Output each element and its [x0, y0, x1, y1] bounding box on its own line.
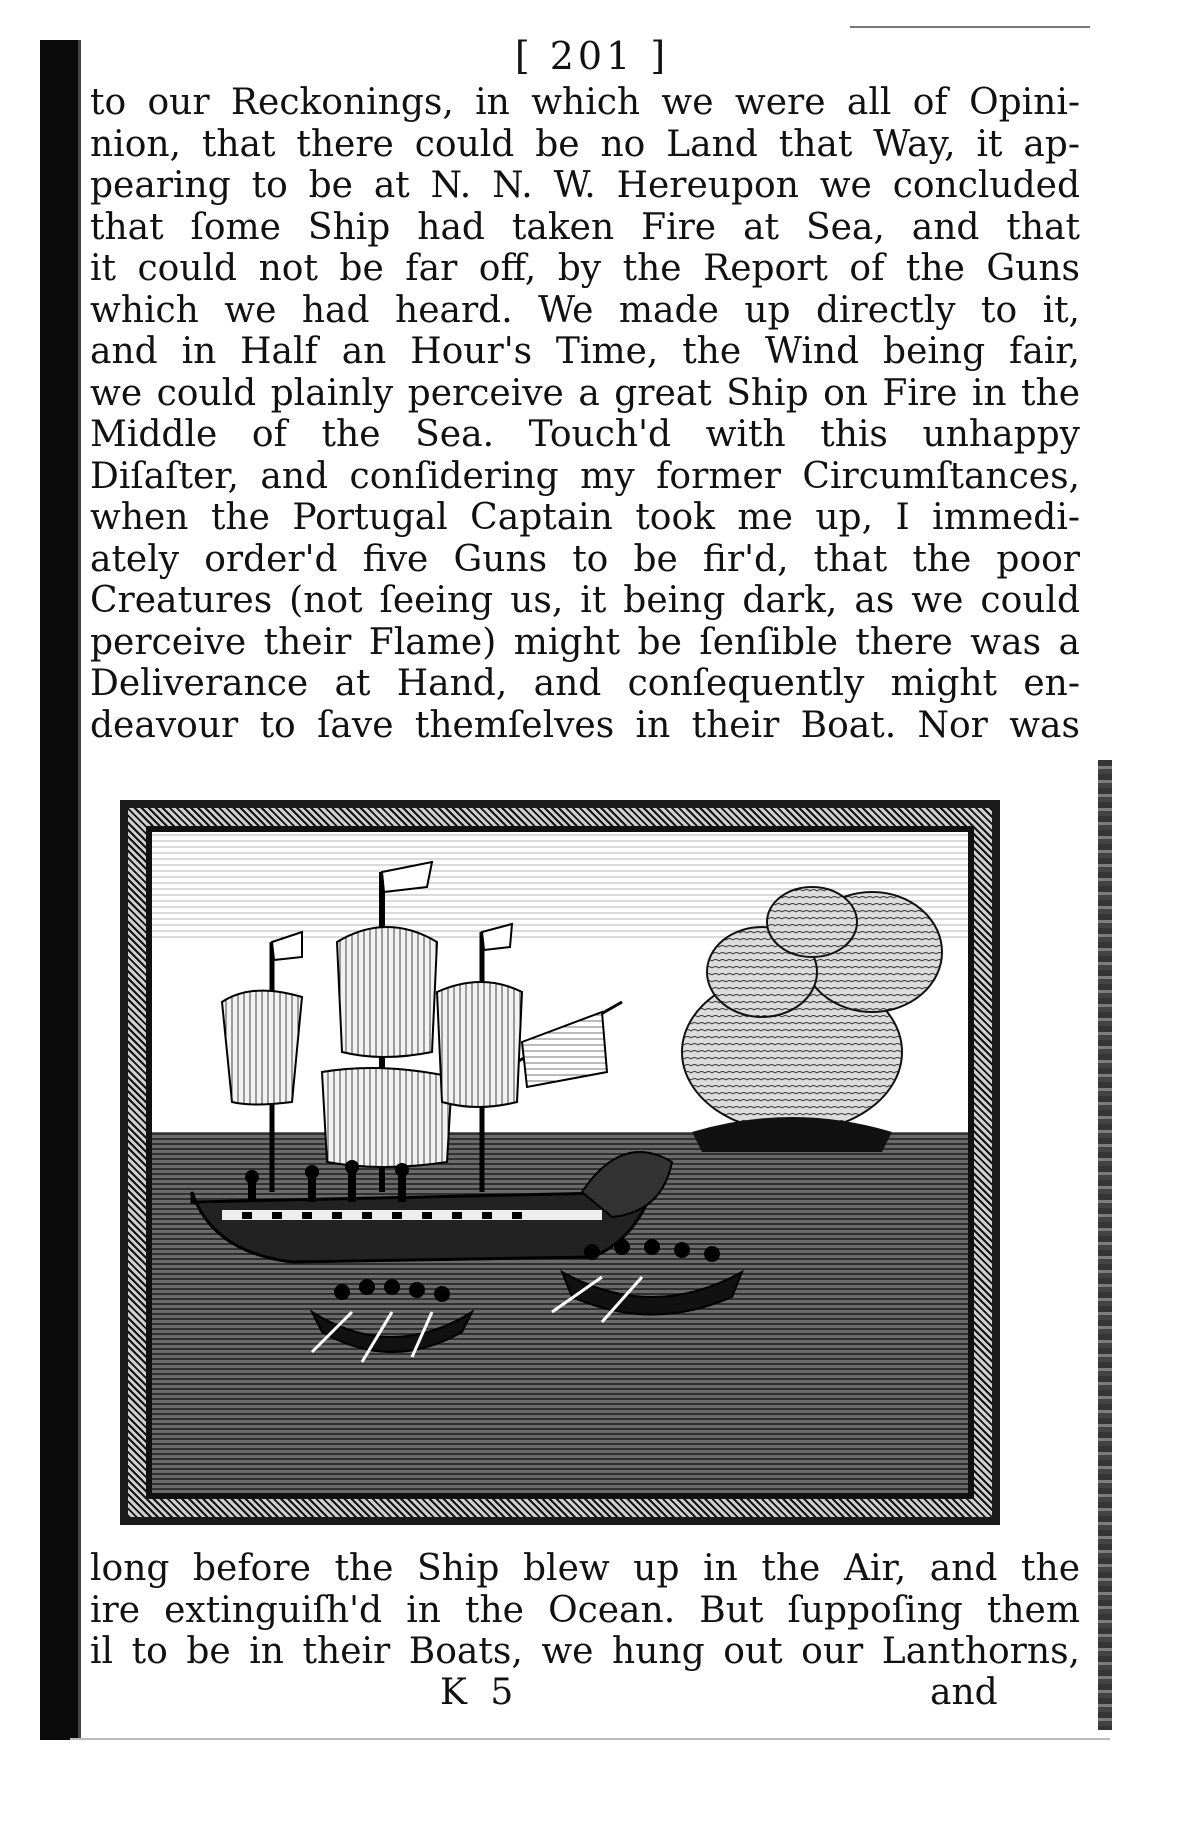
text-line: pearing to be at N. N. W. Hereupon we concluded	[90, 165, 1080, 206]
text-line: we could plainly perceive a great Ship on Fire in the	[90, 372, 1080, 414]
text-line: that ſome Ship had taken Fire at Sea, and that	[90, 206, 1080, 248]
text-line: to our Reckonings, in which we were all of Opini-	[90, 82, 1080, 123]
text-line: which we had heard. We made up directly to it,	[90, 289, 1080, 331]
text-line: perceive their Flame) might be ſenſible there was a	[90, 621, 1080, 663]
text-line: Deliverance at Hand, and conſequently might en-	[90, 663, 1080, 704]
page-gutter-shadow	[40, 40, 78, 1740]
text-line: it could not be far off, by the Report of the Guns	[90, 248, 1080, 289]
text-line: il to be in their Boats, we hung out our Lanthorns,	[90, 1631, 1080, 1672]
text-line: when the Portugal Captain took me up, I immedi-	[90, 497, 1080, 538]
page-edge-shadow	[1098, 760, 1112, 1730]
text-line: Creatures (not ſeeing us, it being dark, as we could	[90, 580, 1080, 621]
text-line: ately order'd five Guns to be fir'd, that the poor	[90, 538, 1080, 580]
illustration-scene	[152, 832, 968, 1493]
bottom-edge	[70, 1738, 1110, 1740]
text-line: nion, that there could be no Land that Way, it ap-	[90, 123, 1080, 165]
ship-scene-drawing	[152, 832, 968, 1493]
catchword: and	[930, 1672, 998, 1713]
continued-text	[90, 1548, 1080, 1673]
text-line: and in Half an Hour's Time, the Wind being fair,	[90, 331, 1080, 372]
text-line: Middle of the Sea. Touch'd with this unhappy	[90, 414, 1080, 455]
text-line: Diſaſter, and conſidering my former Circumſtances,	[90, 455, 1080, 497]
main-text	[90, 82, 1080, 746]
text-line: long before the Ship blew up in the Air, and the	[90, 1548, 1080, 1589]
signature-mark: K 5	[440, 1672, 520, 1713]
top-edge-mark	[850, 26, 1090, 28]
woodcut-illustration	[120, 800, 1000, 1525]
page-number: [ 201 ]	[514, 34, 670, 78]
text-line: deavour to ſave themſelves in their Boat. Nor was	[90, 704, 1080, 746]
text-line: ire extinguiſh'd in the Ocean. But ſuppoſing them	[90, 1589, 1080, 1631]
gutter-edge	[78, 40, 81, 1740]
